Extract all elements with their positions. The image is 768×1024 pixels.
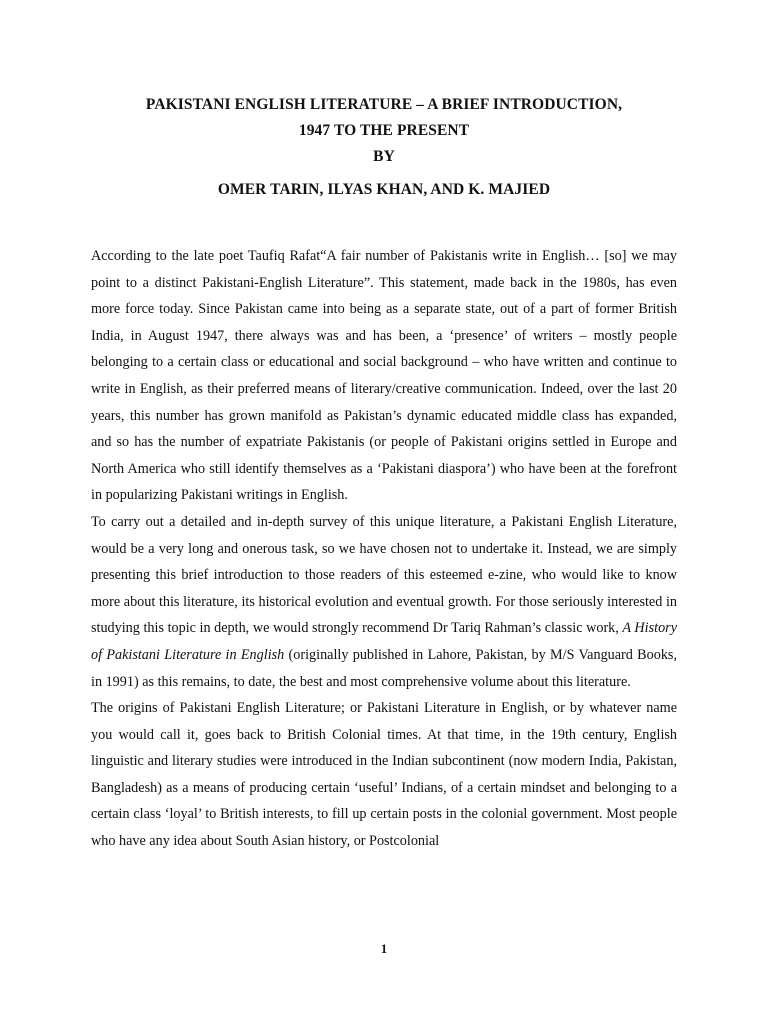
title-line-2: 1947 TO THE PRESENT: [298, 122, 470, 139]
document-body: [91, 243, 677, 855]
document-page: [91, 92, 677, 855]
paragraph-2-text-end: (originally published in Lahore, Pakistan, by M/S Vanguard Books, in 1991) as this remains, to date, the best and most comprehensive volume about this literature.: [91, 646, 677, 690]
book-title: A History of Pakistani Literature in English: [91, 620, 677, 663]
paragraph-3: The origins of Pakistani English Literature; or Pakistani Literature in English, or by whatever name you would call it, goes back to British Colonial times. At that time, in the 19th century, English linguistic and literary studies were introduced in the Indian subcontinent (now modern India, Pakistan, Bangladesh) as a means of producing certain ‘useful’ Indians, of a certain mindset and belonging to a certain class ‘loyal’ to British interests, to fill up certain posts in the colonial government. Most people who have any idea about South Asian history, or Postcolonial: [91, 700, 677, 850]
title-authors: OMER TARIN, ILYAS KHAN, AND K. MAJIED: [217, 181, 551, 198]
title-by: BY: [373, 148, 395, 165]
paragraph-2-text-start: To carry out a detailed and in-depth survey of this unique literature, a Pakistani English Literature, would be a very long and onerous task, so we have chosen not to undertake it. Instead, we are simply presenting this brief introduction to those readers of this esteemed e-zine, who would like to know more about this literature, its historical evolution and eventual growth. For those seriously interested in studying this topic in depth, we would strongly recommend Dr Tariq Rahman’s classic work,: [91, 513, 677, 637]
page-number: 1: [380, 942, 388, 956]
paragraph-1: According to the late poet Taufiq Rafat“A fair number of Pakistanis write in English… [so] we may point to a distinct Pakistani-English Literature”. This statement, made back in the 1980s, has even more force today. Since Pakistan came into being as a separate state, out of a part of former British India, in August 1947, there always was and has been, a ‘presence’ of writers – mostly people belonging to a certain class or educational and social background – who have written and continue to write in English, as their preferred means of literary/creative communication. Indeed, over the last 20 years, this number has grown manifold as Pakistan’s dynamic educated middle class has expanded, and so has the number of expatriate Pakistanis (or people of Pakistani origins settled in Europe and North America who still identify themselves as a ‘Pakistani diaspora’) who have been at the forefront in popularizing Pakistani writings in English.: [91, 248, 677, 504]
title-line-1: PAKISTANI ENGLISH LITERATURE – A BRIEF INTRODUCTION,: [145, 96, 623, 113]
document-title: [91, 92, 677, 203]
paragraph-2: [91, 509, 677, 695]
